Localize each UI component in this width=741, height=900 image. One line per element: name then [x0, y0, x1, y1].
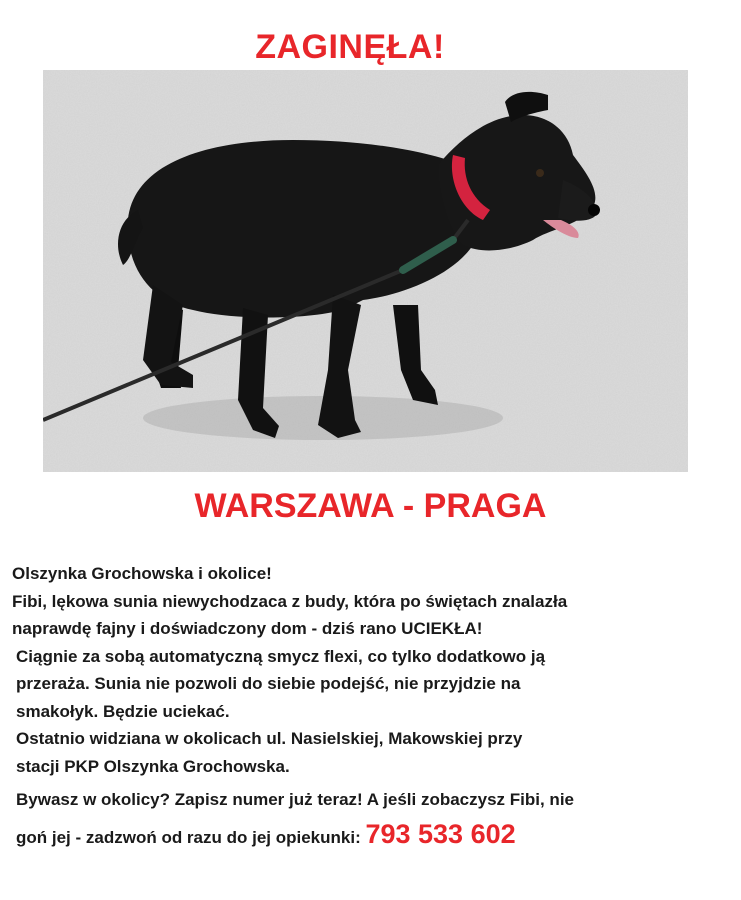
- description-line: naprawdę fajny i doświadczony dom - dziś rano UCIEKŁA!: [12, 619, 483, 638]
- description-line: smakołyk. Będzie uciekać.: [16, 701, 230, 721]
- location-heading: WARSZAWA - PRAGA: [194, 487, 547, 525]
- description-line: Bywasz w okolicy? Zapisz numer już teraz! A jeśli zobaczysz Fibi, nie: [16, 790, 574, 809]
- description-line: Fibi, lękowa sunia niewychodzaca z budy, która po świętach znalazła: [12, 591, 568, 611]
- description: [12, 560, 737, 851]
- description-line: przeraża. Sunia nie pozwoli do siebie podejść, nie przyjdzie na: [16, 674, 521, 693]
- dog-photo: [43, 70, 688, 472]
- phone-number[interactable]: 793 533 602: [365, 818, 516, 849]
- description-line: Olszynka Grochowska i okolice!: [12, 564, 272, 583]
- contact-text: goń jej - zadzwoń od razu do jej opiekunki:: [16, 827, 366, 847]
- dog-illustration: [43, 70, 688, 472]
- contact-line: [12, 818, 737, 852]
- description-line: Ciągnie za sobą automatyczną smycz flexi, co tylko dodatkowo ją: [16, 646, 546, 666]
- description-line: stacji PKP Olszynka Grochowska.: [16, 756, 290, 776]
- description-line: Ostatnio widziana w okolicach ul. Nasielskiej, Makowskiej przy: [16, 729, 523, 748]
- poster-title: ZAGINĘŁA!: [255, 28, 445, 66]
